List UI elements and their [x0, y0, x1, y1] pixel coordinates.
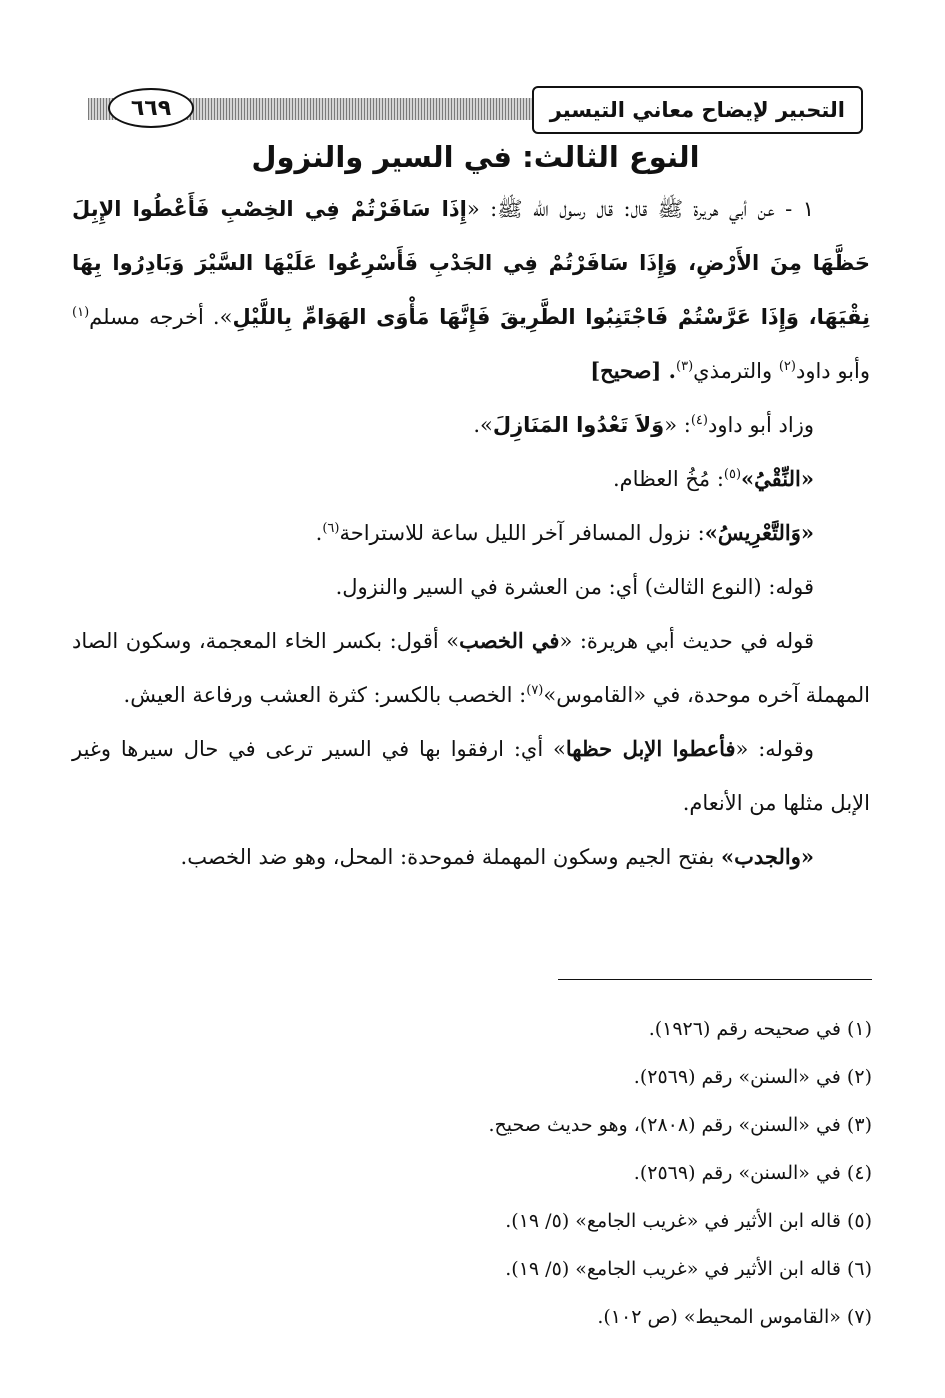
- footnote-ref-1: (١): [72, 305, 90, 320]
- main-text: [72, 182, 870, 884]
- hadith-text: إِذَا سَافَرْتُمْ فِي الخِصْبِ فَأَعْطُوا الإِبِلَ حَظَّهَا مِنَ الأَرْضِ، وَإِذَا سَافَرْتُمْ فِي الجَدْبِ فَأَسْرِعُوا عَلَيْهَا السَّيْرَ وَبَادِرُوا بِهَا نِقْيَهَا، وَإِذَا عَرَّسْتُمْ فَاجْتَنِبُوا الطَّرِيقَ فَإِنَّهَا مَأْوَى الهَوَامِّ بِاللَّيْلِ: [72, 197, 870, 329]
- hadith-grade: . [صحيح]: [590, 358, 676, 383]
- footnote: (٣) في «السنن» رقم (٢٨٠٨)، وهو حديث صحيح.: [488, 1114, 872, 1136]
- footnote: (٥) قاله ابن الأثير في «غريب الجامع» (٥/ ١٩).: [505, 1210, 872, 1232]
- comment-paragraph-3: وقوله: «فأعطوا الإبل حظها» أي: ارفقوا بها في السير ترعى في حال سيرها وغير الإبل مثلها من الأنعام.: [72, 736, 870, 815]
- addition-text: وَلاَ تَعْدُوا المَنَازِلَ: [492, 413, 665, 437]
- footnote: (٦) قاله ابن الأثير في «غريب الجامع» (٥/ ١٩).: [505, 1258, 872, 1280]
- addition-paragraph: وزاد أبو داود$^{(٤)}$: «وَلاَ تَعْدُوا المَنَازِلَ».: [473, 413, 814, 437]
- hadith-paragraph: ١ - عن أبي هريرة ﷺ قال: قال رسول الله ﷺ: «إِذَا سَافَرْتُمْ فِي الخِصْبِ فَأَعْطُوا الإِبِلَ حَظَّهَا مِنَ الأَرْضِ، وَإِذَا سَافَرْتُمْ فِي الجَدْبِ فَأَسْرِعُوا عَلَيْهَا السَّيْرَ وَبَادِرُوا بِهَا نِقْيَهَا، وَإِذَا عَرَّسْتُمْ فَاجْتَنِبُوا الطَّرِيقَ فَإِنَّهَا مَأْوَى الهَوَامِّ بِاللَّيْلِ». أخرجه مسلم$^{(١)}$ وأبو داود$^{(٢)}$ والترمذي$^{(٣)}$. [صحيح]: [72, 197, 870, 383]
- footnote-ref-2: (٢): [778, 359, 796, 374]
- definition-tarees: «وَالتَّعْرِيسُ»: نزول المسافر آخر الليل ساعة للاستراحة$^{(٦)}$.: [315, 520, 814, 545]
- definition-naqy: «النِّقْيُ»$^{(٥)}$: مُخُ العظام.: [613, 466, 814, 491]
- footnote-divider: [558, 979, 872, 980]
- footnote-ref-7: (٧): [526, 683, 544, 698]
- page-number: ٦٦٩: [108, 88, 194, 128]
- comment-paragraph-1: قوله: (النوع الثالث) أي: من العشرة في السير والنزول.: [335, 575, 814, 599]
- footnote: (٤) في «السنن» رقم (٢٥٦٩).: [633, 1162, 872, 1184]
- comment-paragraph-4: «والجدب» بفتح الجيم وسكون المهملة فموحدة: المحل، وهو ضد الخصب.: [180, 844, 814, 869]
- footnote: (٧) «القاموس المحيط» (ص ١٠٢).: [597, 1306, 872, 1328]
- footnote: (٢) في «السنن» رقم (٢٥٦٩).: [633, 1066, 872, 1088]
- footnote-ref-5: (٥): [723, 467, 742, 482]
- running-title: التحبير لإيضاح معاني التيسير: [532, 86, 863, 134]
- footnote-ref-3: (٣): [676, 359, 694, 374]
- section-heading: النوع الثالث: في السير والنزول: [251, 140, 700, 174]
- footnote-ref-6: (٦): [322, 521, 340, 536]
- footnotes: [200, 1005, 872, 1341]
- footnote: (١) في صحيحه رقم (١٩٢٦).: [648, 1018, 872, 1040]
- comment-paragraph-2: قوله في حديث أبي هريرة: «في الخصب» أقول: بكسر الخاء المعجمة، وسكون الصاد المهملة آخره موحدة، في «القاموس»$^{(٧)}$: الخصب بالكسر: كثرة العشب ورفاعة العيش.: [72, 628, 870, 707]
- footnote-ref-4: (٤): [690, 413, 708, 428]
- page-header: [88, 86, 863, 138]
